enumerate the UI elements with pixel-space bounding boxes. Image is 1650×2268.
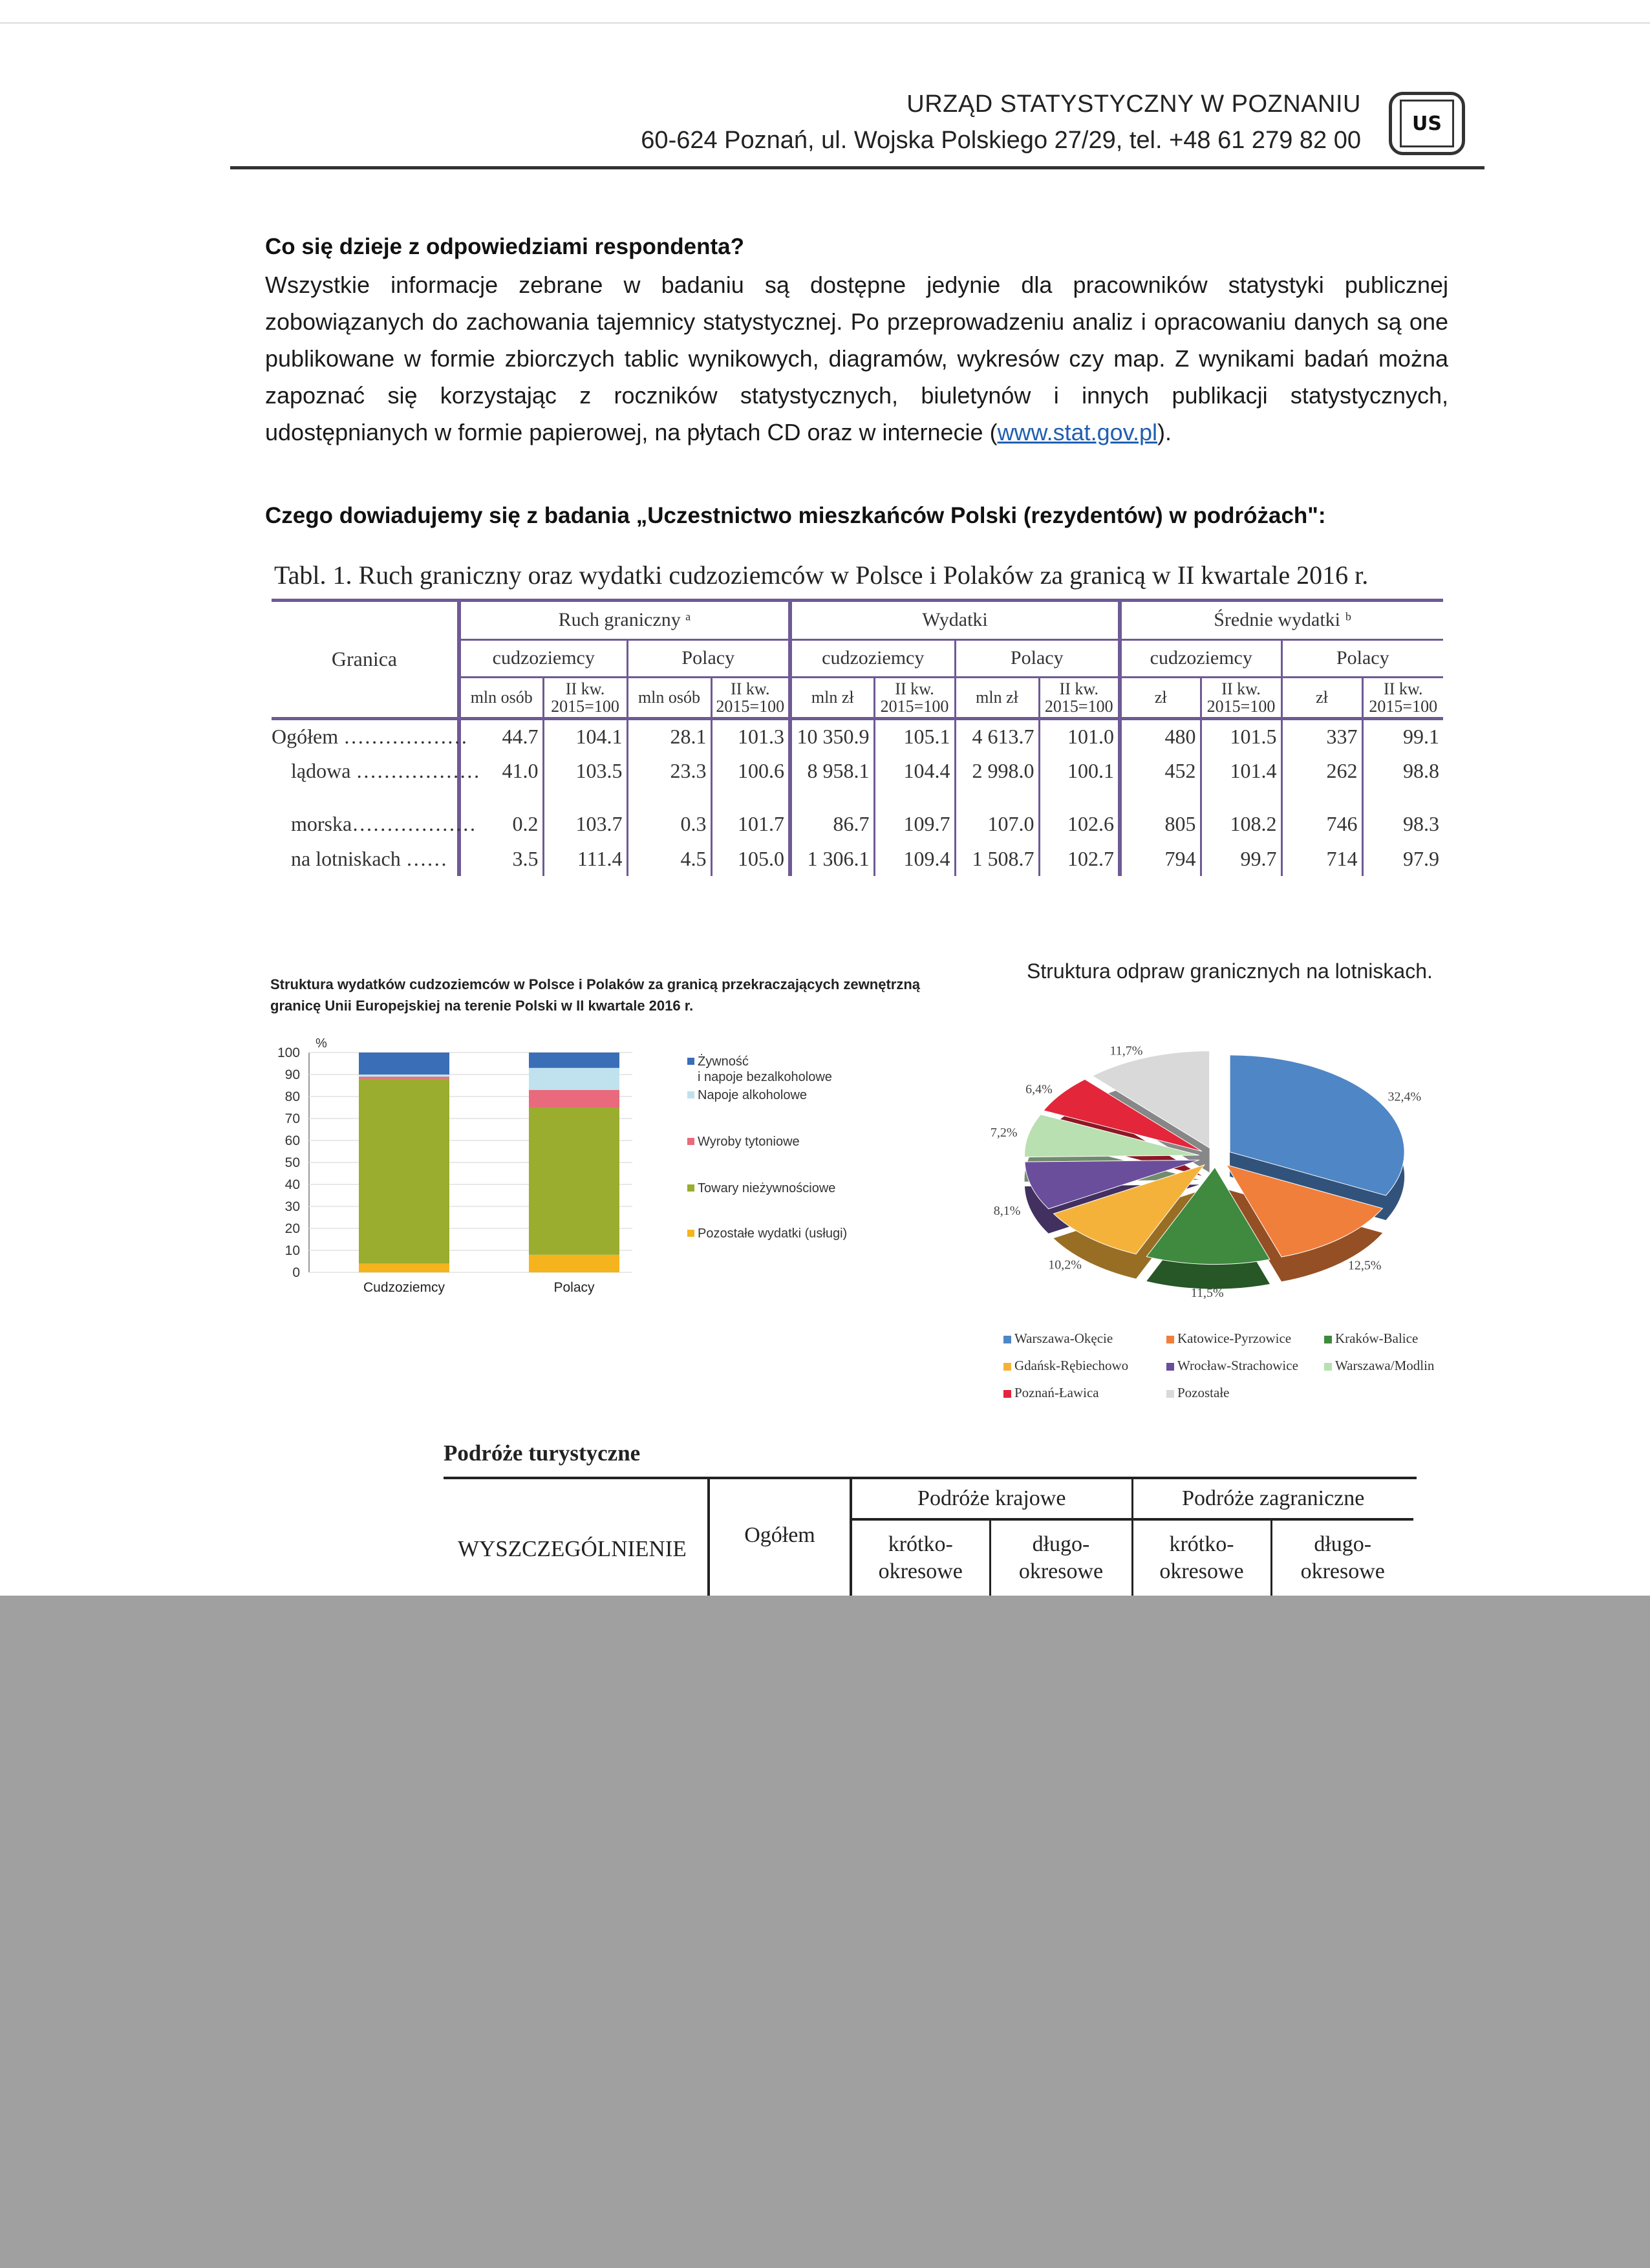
legend-item bbox=[1003, 1385, 1099, 1401]
x-category-label: Polacy bbox=[553, 1280, 595, 1295]
cell: 100.6 bbox=[711, 753, 790, 788]
legend-swatch bbox=[687, 1091, 694, 1098]
cell: 44.7 bbox=[459, 718, 543, 753]
cell: 1 508.7 bbox=[955, 841, 1039, 876]
legend-item bbox=[1003, 1331, 1113, 1347]
cell: 23.3 bbox=[627, 753, 711, 788]
cell: 452 bbox=[1120, 753, 1201, 788]
legend-label: Wrocław-Strachowice bbox=[1177, 1358, 1298, 1373]
y-tick-label: 50 bbox=[284, 1155, 300, 1170]
row-label: morska……………… bbox=[291, 811, 477, 835]
col-long-domestic bbox=[990, 1519, 1132, 1596]
legend-swatch bbox=[687, 1058, 694, 1065]
y-tick-label: 20 bbox=[284, 1221, 300, 1236]
pie-slice-label: 6,4% bbox=[1025, 1082, 1053, 1097]
stacked-bar-chart bbox=[270, 1028, 943, 1312]
sub-header: cudzoziemcy bbox=[1120, 639, 1281, 677]
bar-segment bbox=[529, 1053, 619, 1068]
legend-label: Warszawa-Okęcie bbox=[1014, 1331, 1113, 1346]
cell: 111.4 bbox=[543, 841, 627, 876]
tourist-trips-table bbox=[444, 1479, 1413, 1596]
unit-header: mln osób bbox=[459, 677, 543, 718]
col-ogolem: Ogółem bbox=[709, 1479, 851, 1596]
legend-label: Pozostałe wydatki (usługi) bbox=[698, 1226, 848, 1241]
long-line2: okresowe bbox=[1300, 1559, 1385, 1583]
table-row bbox=[272, 753, 1443, 788]
cell: 10 350.9 bbox=[790, 718, 874, 753]
table2-title: Podróże turystyczne bbox=[444, 1440, 641, 1466]
legend-label: Poznań-Ławica bbox=[1014, 1385, 1099, 1400]
legend-item bbox=[1166, 1385, 1229, 1401]
x-category-label: Cudzoziemcy bbox=[363, 1280, 445, 1295]
pie-slice-label: 11,5% bbox=[1190, 1285, 1224, 1300]
short-line2: okresowe bbox=[878, 1559, 963, 1583]
long-line2: okresowe bbox=[1018, 1559, 1104, 1583]
cell: 109.4 bbox=[874, 841, 955, 876]
header-divider bbox=[230, 166, 1484, 169]
legend-swatch bbox=[1166, 1336, 1174, 1343]
office-address: 60-624 Poznań, ul. Wojska Polskiego 27/29, tel. +48 61 279 82 00 bbox=[641, 127, 1361, 154]
unit-header: II kw. 2015=100 bbox=[1039, 677, 1120, 718]
long-line1: długo- bbox=[1032, 1532, 1090, 1556]
unit-header: mln zł bbox=[955, 677, 1039, 718]
table-row bbox=[272, 718, 1443, 753]
unit-header: II kw. 2015=100 bbox=[711, 677, 790, 718]
short-line1: krótko- bbox=[888, 1532, 953, 1556]
cell: 1 306.1 bbox=[790, 841, 874, 876]
stacked-chart-title: Struktura wydatków cudzoziemców w Polsce i Polaków za granicą przekraczających zewnętrzną granicę Unii Europejskiej na terenie Polski w II kwartale 2016 r. bbox=[270, 976, 921, 1014]
pie-slice-label: 8,1% bbox=[993, 1203, 1021, 1218]
bar-segment bbox=[529, 1090, 619, 1107]
unit-header: II kw. 2015=100 bbox=[1201, 677, 1281, 718]
legend-label: Gdańsk-Rębiechowo bbox=[1014, 1358, 1129, 1373]
bar-segment bbox=[529, 1255, 619, 1272]
cell: 2 998.0 bbox=[955, 753, 1039, 788]
pie-chart-title: Struktura odpraw granicznych na lotniskach. bbox=[1027, 959, 1433, 983]
pie-slice-label: 11,7% bbox=[1109, 1043, 1143, 1058]
legend-item bbox=[1324, 1358, 1434, 1374]
cell: 99.1 bbox=[1362, 718, 1443, 753]
legend-item bbox=[1324, 1331, 1418, 1347]
legend-label: Żywność bbox=[698, 1054, 749, 1069]
row-label: Ogółem ……………… bbox=[272, 724, 468, 748]
legend-label: i napoje bezalkoholowe bbox=[698, 1070, 832, 1084]
respondent-heading: Co się dzieje z odpowiedziami respondenta? bbox=[265, 234, 744, 259]
short-line1: krótko- bbox=[1169, 1532, 1234, 1556]
long-line1: długo- bbox=[1314, 1532, 1372, 1556]
cell: 262 bbox=[1281, 753, 1362, 788]
cell: 746 bbox=[1281, 806, 1362, 841]
cell: 337 bbox=[1281, 718, 1362, 753]
cell: 104.4 bbox=[874, 753, 955, 788]
sub-header: cudzoziemcy bbox=[459, 639, 627, 677]
legend-swatch bbox=[687, 1184, 694, 1192]
y-tick-label: 30 bbox=[284, 1199, 300, 1214]
group-foreign: Podróże zagraniczne bbox=[1132, 1479, 1413, 1519]
cell: 86.7 bbox=[790, 806, 874, 841]
col-long-foreign bbox=[1271, 1519, 1413, 1596]
cell: 98.8 bbox=[1362, 753, 1443, 788]
legend-swatch bbox=[1324, 1363, 1332, 1371]
cell: 103.5 bbox=[543, 753, 627, 788]
scan-edge-line bbox=[0, 22, 1650, 24]
cell: 108.2 bbox=[1201, 806, 1281, 841]
group-header: Wydatki bbox=[790, 602, 1120, 639]
legend-label: Katowice-Pyrzowice bbox=[1177, 1331, 1292, 1346]
pie-slice-label: 10,2% bbox=[1048, 1257, 1082, 1272]
row-label: na lotniskach …… bbox=[291, 846, 447, 870]
cell: 8 958.1 bbox=[790, 753, 874, 788]
group-header: Ruch graniczny ᵃ bbox=[459, 602, 790, 639]
bar-segment bbox=[359, 1075, 449, 1076]
table-row bbox=[272, 806, 1443, 841]
legend-swatch bbox=[1003, 1390, 1011, 1398]
pie-legend bbox=[1003, 1331, 1469, 1408]
bar-segment bbox=[359, 1076, 449, 1078]
cell: 97.9 bbox=[1362, 841, 1443, 876]
y-tick-label: 80 bbox=[284, 1089, 300, 1104]
cell: 0.3 bbox=[627, 806, 711, 841]
cell: 109.7 bbox=[874, 806, 955, 841]
cell: 101.4 bbox=[1201, 753, 1281, 788]
col-short-domestic bbox=[851, 1519, 990, 1596]
cell: 105.0 bbox=[711, 841, 790, 876]
cell: 103.7 bbox=[543, 806, 627, 841]
legend-label: Warszawa/Modlin bbox=[1335, 1358, 1435, 1373]
legend-swatch bbox=[687, 1230, 694, 1237]
legend-label: Wyroby tytoniowe bbox=[698, 1135, 800, 1149]
unit-header: mln osób bbox=[627, 677, 711, 718]
table1-caption: Tabl. 1. Ruch graniczny oraz wydatki cudzoziemców w Polsce i Polaków za granicą w II kwartale 2016 r. bbox=[274, 561, 1369, 590]
pie-slice-label: 32,4% bbox=[1388, 1089, 1422, 1104]
cell: 107.0 bbox=[955, 806, 1039, 841]
legend-label: Kraków-Balice bbox=[1335, 1331, 1419, 1346]
sub-header: Polacy bbox=[1281, 639, 1443, 677]
unit-header: II kw. 2015=100 bbox=[543, 677, 627, 718]
bar-segment bbox=[359, 1263, 449, 1272]
legend-swatch bbox=[1003, 1336, 1011, 1343]
cell: 100.1 bbox=[1039, 753, 1120, 788]
sub-header: cudzoziemcy bbox=[790, 639, 955, 677]
legend-swatch bbox=[1166, 1363, 1174, 1371]
unit-header: zł bbox=[1120, 677, 1201, 718]
us-logo-icon bbox=[1389, 92, 1465, 155]
y-tick-label: 100 bbox=[277, 1045, 300, 1060]
legend-item bbox=[1003, 1358, 1128, 1374]
bar-segment bbox=[359, 1079, 449, 1264]
y-unit-label: % bbox=[316, 1036, 327, 1051]
cell: 4.5 bbox=[627, 841, 711, 876]
sub-header: Polacy bbox=[955, 639, 1120, 677]
row-label: lądowa ……………… bbox=[291, 758, 480, 782]
col-granica: Granica bbox=[272, 602, 459, 718]
legend-swatch bbox=[1324, 1336, 1332, 1343]
cell: 41.0 bbox=[459, 753, 543, 788]
col-short-foreign bbox=[1132, 1519, 1271, 1596]
cell: 28.1 bbox=[627, 718, 711, 753]
scanner-background bbox=[0, 1596, 1650, 2268]
unit-header: II kw. 2015=100 bbox=[1362, 677, 1443, 718]
survey-heading: Czego dowiadujemy się z badania „Uczestnictwo mieszkańców Polski (rezydentów) w podróżach": bbox=[265, 503, 1326, 528]
respondent-text-end: ). bbox=[1157, 419, 1172, 445]
stat-link[interactable]: www.stat.gov.pl bbox=[997, 419, 1157, 445]
cell: 102.7 bbox=[1039, 841, 1120, 876]
cell: 101.7 bbox=[711, 806, 790, 841]
legend-item bbox=[1166, 1358, 1298, 1374]
group-header: Średnie wydatki ᵇ bbox=[1120, 602, 1443, 639]
cell: 105.1 bbox=[874, 718, 955, 753]
legend-swatch bbox=[1166, 1390, 1174, 1398]
cell: 99.7 bbox=[1201, 841, 1281, 876]
col-wyszczegolnienie: WYSZCZEGÓLNIENIE bbox=[444, 1479, 709, 1596]
respondent-text: Wszystkie informacje zebrane w badaniu są dostępne jedynie dla pracowników statystyki publicznej zobowiązanych do zachowania tajemnicy statystycznej. Po przeprowadzeniu analiz i opracowaniu danych są one publikowane w formie zbiorczych tablic wynikowych, diagramów, wykresów czy map. Z wynikami badań można zapoznać się korzystając z roczników statystycznych, biuletynów i innych publikacji statystycznych, udostępnianych w formie papierowej, na płytach CD oraz w internecie ( bbox=[265, 272, 1448, 445]
cell: 101.3 bbox=[711, 718, 790, 753]
y-tick-label: 10 bbox=[284, 1243, 300, 1258]
legend-item bbox=[1166, 1331, 1291, 1347]
airport-pie-chart bbox=[983, 1022, 1474, 1332]
border-traffic-table bbox=[272, 602, 1443, 876]
sub-header: Polacy bbox=[627, 639, 790, 677]
cell: 102.6 bbox=[1039, 806, 1120, 841]
y-tick-label: 90 bbox=[284, 1067, 300, 1082]
bar-segment bbox=[529, 1107, 619, 1255]
office-name: URZĄD STATYSTYCZNY W POZNANIU bbox=[906, 91, 1361, 118]
cell: 101.0 bbox=[1039, 718, 1120, 753]
cell: 104.1 bbox=[543, 718, 627, 753]
legend-label: Towary nieżywnościowe bbox=[698, 1181, 836, 1195]
short-line2: okresowe bbox=[1159, 1559, 1244, 1583]
cell: 805 bbox=[1120, 806, 1201, 841]
cell: 794 bbox=[1120, 841, 1201, 876]
cell: 4 613.7 bbox=[955, 718, 1039, 753]
legend-swatch bbox=[1003, 1363, 1011, 1371]
pie-slice-label: 7,2% bbox=[990, 1126, 1018, 1140]
pie-slice-label: 12,5% bbox=[1347, 1258, 1382, 1273]
legend-label: Pozostałe bbox=[1177, 1385, 1230, 1400]
cell: 98.3 bbox=[1362, 806, 1443, 841]
unit-header: II kw. 2015=100 bbox=[874, 677, 955, 718]
cell: 101.5 bbox=[1201, 718, 1281, 753]
group-domestic: Podróże krajowe bbox=[851, 1479, 1132, 1519]
cell: 480 bbox=[1120, 718, 1201, 753]
unit-header: zł bbox=[1281, 677, 1362, 718]
table-row bbox=[272, 841, 1443, 876]
unit-header: mln zł bbox=[790, 677, 874, 718]
cell: 714 bbox=[1281, 841, 1362, 876]
y-tick-label: 0 bbox=[292, 1265, 300, 1280]
logo-text: US bbox=[1400, 100, 1454, 147]
bar-segment bbox=[529, 1068, 619, 1090]
bar-segment bbox=[359, 1053, 449, 1075]
cell: 0.2 bbox=[459, 806, 543, 841]
cell: 3.5 bbox=[459, 841, 543, 876]
legend-label: Napoje alkoholowe bbox=[698, 1088, 808, 1102]
respondent-paragraph bbox=[265, 266, 1448, 451]
legend-swatch bbox=[687, 1138, 694, 1145]
y-tick-label: 70 bbox=[284, 1111, 300, 1126]
y-tick-label: 40 bbox=[284, 1177, 300, 1192]
y-tick-label: 60 bbox=[284, 1133, 300, 1148]
